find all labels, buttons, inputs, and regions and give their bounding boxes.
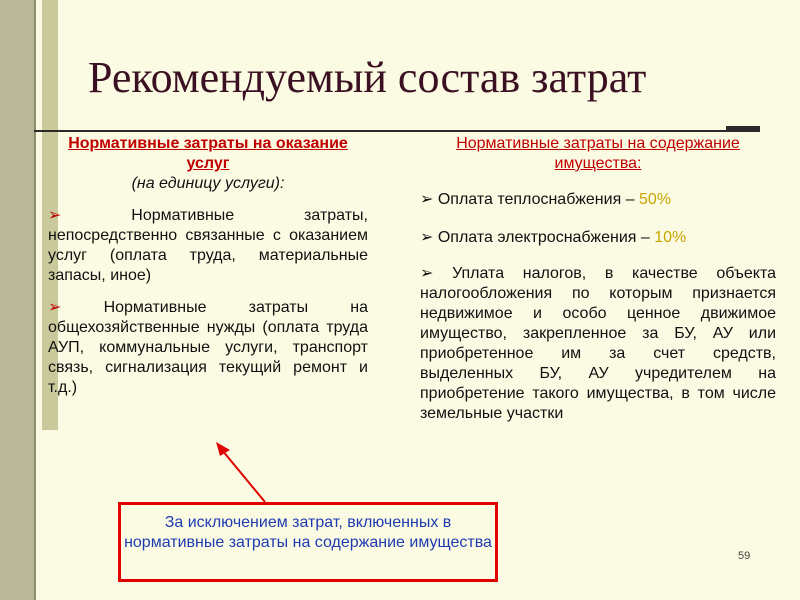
left-item-1-text: Нормативные затраты, непосредственно связанные с оказанием услуг (оплата труда, материальные запасы, иное) [48,207,368,284]
bullet-arrow-icon: ➢ [420,191,438,208]
bullet-arrow-icon: ➢ [420,265,453,282]
left-item-2-text: Нормативные затраты на общехозяйственные нужды (оплата труда АУП, коммунальные услуги, транспорт связь, сигнализация текущий ремонт и т.д.) [48,299,368,396]
percent-value: 50% [639,191,672,208]
left-heading: Нормативные затраты на оказание услуг [68,135,348,172]
left-subheading: (на единицу услуги): [131,175,285,192]
right-item-2: ➢ Оплата электроснабжения – 10% [420,229,687,246]
bullet-arrow-icon: ➢ [48,299,104,316]
percent-value: 10% [654,229,687,246]
right-item-1: ➢ Оплата теплоснабжения – 50% [420,191,672,208]
right-item-3: ➢ Уплата налогов, в качестве объекта налогообложения по которым признается недвижимое и особо ценное движимое имущество, закрепленное за БУ, АУ или приобретенное им за счет средств, выделенных БУ, АУ учредителем на приобретение такого имущества, в том числе земельные участки [420,265,776,422]
page-number: 59 [738,550,751,562]
callout-box: За исключением затрат, включенных в нормативные затраты на содержание имущества [118,502,498,582]
bullet-arrow-icon: ➢ [420,229,438,246]
right-heading: Нормативные затраты на содержание имущества: [456,135,740,172]
bullet-arrow-icon: ➢ [48,207,132,224]
page-title: Рекомендуемый состав затрат [88,53,647,102]
